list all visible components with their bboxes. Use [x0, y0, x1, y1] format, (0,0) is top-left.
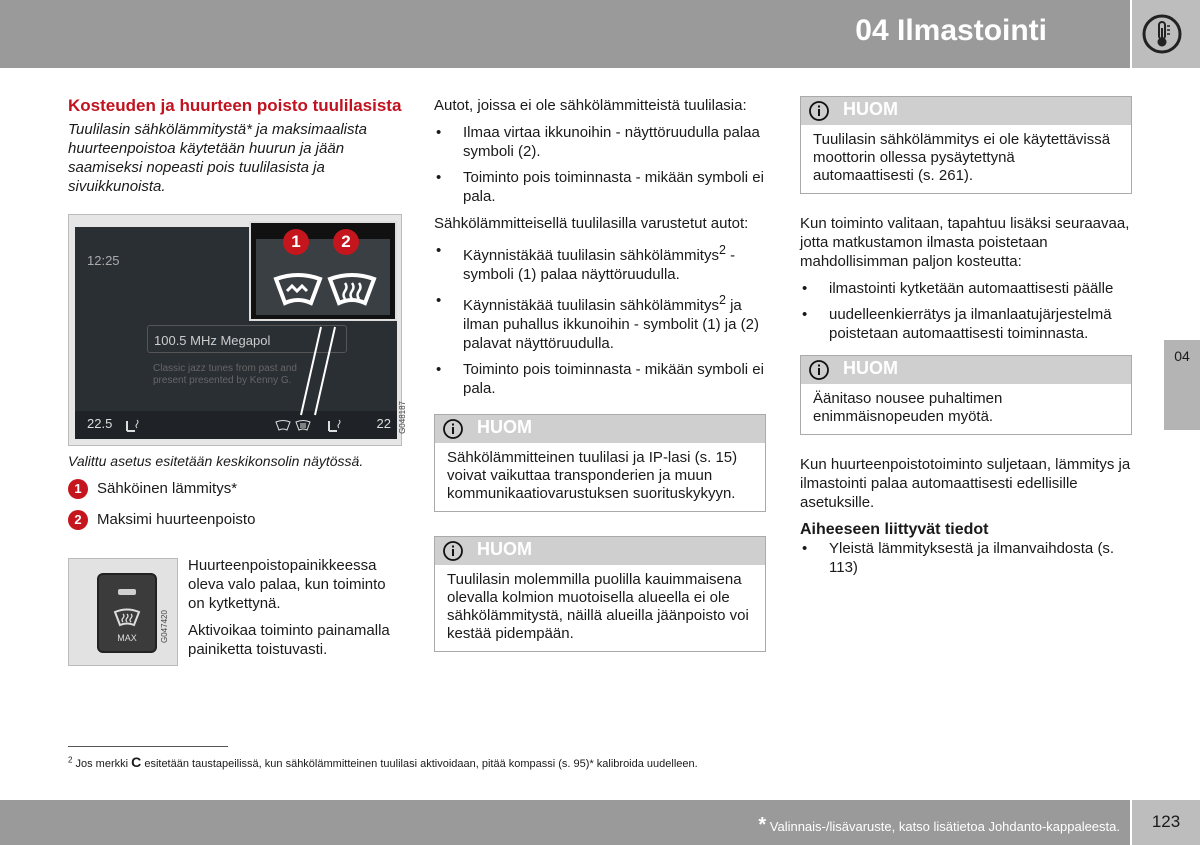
footer-note: * Valinnais-/lisävaruste, katso lisätietoa Johdanto-kappaleesta.: [758, 814, 1120, 836]
defrost-max-icon: [327, 271, 377, 307]
list-item: • Käynnistäkää tuulilasin sähkölämmitys$^2$ - symboli (1) palaa näyttöruudulla.: [434, 241, 766, 284]
item-number-badge: 2: [68, 510, 88, 530]
figure-caption: Valittu asetus esitetään keskikonsolin näytössä.: [68, 453, 364, 469]
figure-code: G047420: [160, 610, 169, 643]
list-item: • Käynnistäkää tuulilasin sähkölämmitys$^2$ ja ilman puhallus ikkunoihin - symbolit (1) ja (2) palavat näyttöruudulla.: [434, 291, 766, 353]
info-icon: [809, 101, 829, 121]
column-2: [434, 96, 766, 664]
section-heading: Kosteuden ja huurteen poisto tuulilasista: [68, 96, 402, 115]
numbered-item: [68, 479, 403, 498]
symbol-callout: [249, 221, 397, 321]
note-box: [434, 414, 766, 512]
figure-code: G048187: [398, 401, 407, 434]
footnote-divider: [68, 746, 228, 747]
note-text: Tuulilasin sähkölämmitys ei ole käytettävissä moottorin ollessa pysäytettynä automaattisesti (s. 261).: [813, 131, 1111, 184]
defrost-button-figure: [68, 558, 178, 666]
note-box: [434, 536, 766, 652]
callout-number-2: 2: [333, 229, 359, 255]
note-box: [800, 355, 1132, 435]
side-tab-label: 04: [1174, 348, 1190, 364]
note-box: [800, 96, 1132, 194]
list-item: • ilmastointi kytketään automaattisesti päälle: [800, 279, 1132, 298]
note-text: Tuulilasin molemmilla puolilla kauimmaisena olevalla kolmion muotoisella alueella ei ole sähkölämmitystä, näillä alueilla jäänpoisto voi kestää pidempään.: [447, 571, 749, 642]
screen-radio-subtext: Classic jazz tunes from past and present presented by Kenny G.: [153, 363, 297, 386]
page-number-box: [1132, 800, 1200, 845]
thermometer-icon: [1142, 14, 1182, 54]
info-icon: [443, 419, 463, 439]
button-max-label: MAX: [117, 633, 137, 643]
numbered-item: [68, 510, 403, 529]
defrost-button: [97, 573, 157, 653]
note-text: Sähkölämmitteinen tuulilasi ja IP-lasi (s. 15) voivat vaikuttaa transponderien ja muun kommunikaatiovarustuksen suorituskykyyn.: [447, 449, 738, 502]
defrost-max-icon: [113, 607, 141, 627]
paragraph: Kun huurteenpoistotoiminto suljetaan, lämmitys ja ilmastointi palaa automaattisesti edellisille asetuksille.: [800, 456, 1131, 511]
screen-temp-right: 22: [376, 416, 391, 431]
button-indicator-light: [118, 589, 136, 595]
info-icon: [809, 360, 829, 380]
screen-clock: 12:25: [87, 253, 120, 268]
item-number-badge: 1: [68, 479, 88, 499]
column-1: [68, 96, 407, 658]
related-heading: Aiheeseen liittyvät tiedot: [800, 521, 989, 538]
paragraph: Sähkölämmitteisellä tuulilasilla varustetut autot:: [434, 215, 749, 232]
page-number: 123: [1151, 812, 1181, 831]
note-label: HUOM: [843, 99, 898, 119]
list-item: • Toiminto pois toiminnasta - mikään symboli ei pala.: [434, 168, 766, 206]
note-label: HUOM: [843, 358, 898, 378]
page-header: [0, 0, 1130, 68]
related-link[interactable]: • Yleistä lämmityksestä ja ilmanvaihdosta (s. 113): [800, 539, 1132, 577]
bullet-list: [434, 241, 766, 398]
list-item: • Toiminto pois toiminnasta - mikään symboli ei pala.: [434, 360, 766, 398]
chapter-side-tab[interactable]: [1164, 340, 1200, 430]
column-3: [800, 96, 1132, 585]
screen-temp-left: 22.5: [87, 416, 113, 431]
list-item: • Ilmaa virtaa ikkunoihin - näyttöruudulla palaa symboli (2).: [434, 123, 766, 161]
paragraph: Aktivoikaa toiminto painamalla painiketta toistuvasti.: [188, 622, 390, 658]
paragraph: Autot, joissa ei ole sähkölämmitteistä tuulilasia:: [434, 97, 747, 114]
windshield-heat-icon: [273, 271, 323, 307]
screen-radio-station: 100.5 MHz Megapol: [147, 325, 347, 353]
display-figure: [68, 214, 407, 446]
note-label: HUOM: [477, 417, 532, 437]
list-item: • uudelleenkierrätys ja ilmanlaatujärjestelmä poistetaan automaattisesti toiminnasta.: [800, 305, 1132, 343]
info-icon: [443, 541, 463, 561]
bullet-list: [434, 123, 766, 206]
callout-number-1: 1: [283, 229, 309, 255]
chapter-title: 04 Ilmastointi: [855, 14, 1047, 47]
paragraph: Kun toiminto valitaan, tapahtuu lisäksi seuraavaa, jotta matkustamon ilmasta poistetaan mahdollisimman paljon kosteutta:: [800, 215, 1130, 270]
footnote: $^2$ Jos merkki C esitetään taustapeilissä, kun sähkölämmitteinen tuulilasi aktivoidaan, pitää kompassi (s. 95)* kalibroida uudelleen.: [68, 754, 698, 770]
bullet-list: [800, 279, 1132, 343]
intro-text: Tuulilasin sähkölämmitystä* ja maksimaalista huurteenpoistoa käytetään huurun ja jään saamiseksi nopeasti pois tuulilasista ja sivuikkunoista.: [68, 121, 367, 195]
item-text: Sähköinen lämmitys*: [97, 480, 238, 497]
button-description: [188, 556, 403, 667]
note-label: HUOM: [477, 539, 532, 559]
bullet-list: [800, 539, 1132, 577]
note-text: Äänitaso nousee puhaltimen enimmäisnopeuden myötä.: [813, 390, 1003, 425]
paragraph: Huurteenpoistopainikkeessa oleva valo palaa, kun toiminto on kytkettynä.: [188, 557, 386, 612]
item-text: Maksimi huurteenpoisto: [97, 511, 256, 528]
